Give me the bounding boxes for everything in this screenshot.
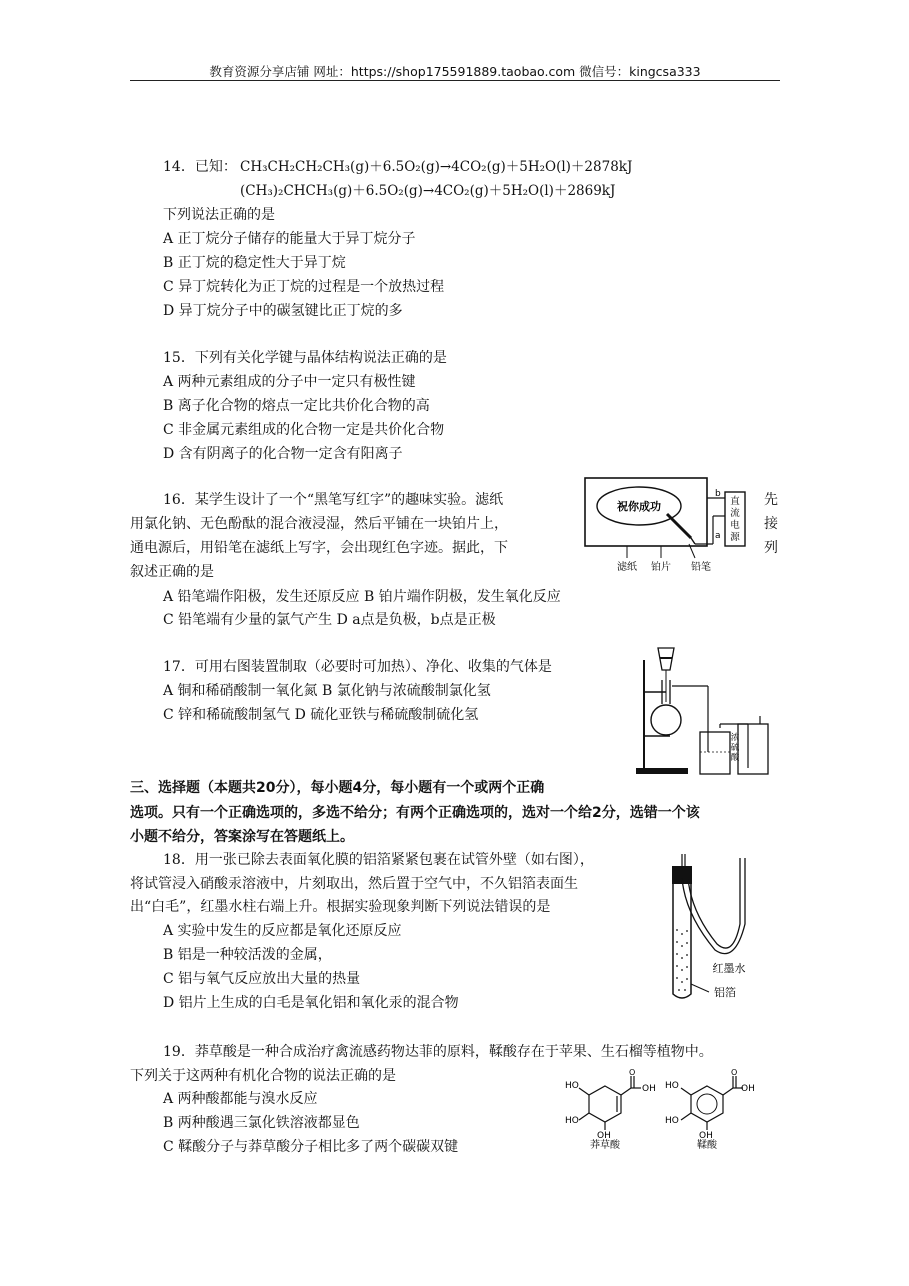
q18-option-d: D 铝片上生成的白毛是氧化铝和氧化汞的混合物: [163, 995, 459, 1011]
shikimic-ho-2: HO: [565, 1116, 579, 1126]
q16-label-b: b: [715, 489, 721, 499]
q16-line-4: 叙述正确的是: [130, 564, 214, 580]
shikimic-oh-2: OH: [597, 1131, 611, 1141]
q16-options-row-1: A 铅笔端作阳极，发生还原反应 B 铂片端作阴极，发生氧化反应: [163, 589, 561, 605]
q17-options-row-1: A 铜和稀硝酸制一氧化氮 B 氯化钠与浓硫酸制氯化氢: [163, 683, 491, 699]
q16-label-pt: 铂片: [651, 562, 671, 573]
q18-line-2: 将试管浸入硝酸汞溶液中，片刻取出，然后置于空气中，不久铝箔表面生: [130, 876, 578, 892]
q15-stem: 15．下列有关化学键与晶体结构说法正确的是: [163, 350, 447, 366]
q16-label-filter: 滤纸: [617, 562, 637, 573]
q14-equation-2: (CH₃)₂CHCH₃(g)＋6.5O₂(g)→4CO₂(g)＋5H₂O(l)＋2869kJ: [240, 183, 616, 199]
q14-option-c: C 异丁烷转化为正丁烷的过程是一个放热过程: [163, 279, 445, 295]
q19-label-tannic: 鞣酸: [697, 1140, 717, 1150]
q17-stem: 17．可用右图装置制取（必要时可加热）、净化、收集的气体是: [163, 659, 552, 675]
q16-electrolysis-figure: [583, 476, 753, 576]
shikimic-oh: OH: [642, 1084, 656, 1094]
q15-option-b: B 离子化合物的熔点一定比共价化合物的高: [163, 398, 430, 414]
shikimic-o: O: [629, 1068, 636, 1077]
q17-options-row-2: C 锌和稀硫酸制氢气 D 硫化亚铁与稀硫酸制硫化氢: [163, 707, 479, 723]
q18-label-ink: 红墨水: [712, 962, 746, 975]
q14-eq1-prefix: 14．已知：: [163, 159, 237, 175]
tannic-ho-2: HO: [665, 1116, 679, 1126]
q19-label-shikimic: 莽草酸: [590, 1140, 620, 1150]
q15-option-d: D 含有阴离子的化合物一定含有阳离子: [163, 446, 403, 462]
section-3-line-1: 三、选择题（本题共20分），每小题4分，每小题有一个或两个正确: [130, 780, 545, 796]
q16-label-pencil: 铅笔: [691, 562, 711, 573]
page-header: 教育资源分享店铺 网址：https://shop175591889.taobao.com 微信号：kingcsa333: [209, 64, 701, 79]
q15-option-c: C 非金属元素组成的化合物一定是共价化合物: [163, 422, 445, 438]
shikimic-ho-1: HO: [565, 1081, 579, 1091]
section-3-line-2: 选项。只有一个正确选项的，多选不给分；有两个正确选项的，选对一个给2分，选错一个该: [130, 805, 700, 821]
q14-option-a: A 正丁烷分子储存的能量大于异丁烷分子: [163, 231, 416, 247]
q18-option-a: A 实验中发生的反应都是氧化还原反应: [163, 923, 402, 939]
q16-line-2: 用氯化钠、无色酚酞的混合液浸湿，然后平铺在一块铂片上，: [130, 516, 508, 532]
q19-option-b: B 两种酸遇三氯化铁溶液都显色: [163, 1115, 360, 1131]
q14-option-b: B 正丁烷的稳定性大于异丁烷: [163, 255, 346, 271]
q16-options-row-2: C 铅笔端有少量的氯气产生 D a点是负极，b点是正极: [163, 612, 496, 628]
tannic-oh-2: OH: [699, 1131, 713, 1141]
q18-option-b: B 铝是一种较活泼的金属，: [163, 947, 332, 963]
q15-option-a: A 两种元素组成的分子中一定只有极性键: [163, 374, 416, 390]
q18-option-c: C 铝与氧气反应放出大量的热量: [163, 971, 361, 987]
q19-line-2: 下列关于这两种有机化合物的说法正确的是: [130, 1068, 396, 1084]
q18-line-1: 18．用一张已除去表面氧化膜的铝箔紧紧包裹在试管外壁（如右图），: [163, 852, 594, 868]
q14-stem: 下列说法正确的是: [163, 207, 275, 223]
q16-line-1-tail: 先: [764, 492, 778, 508]
q16-oval-text: 祝你成功: [617, 500, 661, 513]
q19-line-1: 19．莽草酸是一种合成治疗禽流感药物达菲的原料，鞣酸存在于苹果、生石榴等植物中。: [163, 1044, 713, 1060]
q16-line-3: 通电源后，用铅笔在滤纸上写字，会出现红色字迹。据此，下: [130, 540, 508, 556]
q19-option-c: C 鞣酸分子与莽草酸分子相比多了两个碳碳双键: [163, 1139, 459, 1155]
tannic-acid-structure: [665, 1068, 755, 1150]
tannic-ho-1: HO: [665, 1081, 679, 1091]
q14-equation-1: CH₃CH₂CH₂CH₃(g)＋6.5O₂(g)→4CO₂(g)＋5H₂O(l)＋2878kJ: [240, 159, 633, 175]
q17-apparatus-figure: [636, 640, 772, 778]
q18-aluminum-foil-figure: [655, 854, 785, 1004]
tannic-o: O: [731, 1068, 738, 1077]
q18-line-3: 出“白毛”，红墨水柱右端上升。根据实验现象判断下列说法错误的是: [130, 899, 551, 915]
q17-acid-label: 浓硫酸: [730, 733, 740, 763]
q19-option-a: A 两种酸都能与溴水反应: [163, 1091, 318, 1107]
q16-line-3-tail: 列: [764, 540, 778, 556]
section-3-line-3: 小题不给分，答案涂写在答题纸上。: [130, 829, 354, 845]
q16-power-label: 直流电源: [730, 496, 740, 543]
q14-option-d: D 异丁烷分子中的碳氢键比正丁烷的多: [163, 303, 403, 319]
header-rule: [130, 80, 780, 81]
q19-structures-figure: [565, 1068, 755, 1150]
q16-line-1: 16．某学生设计了一个“黑笔写红字”的趣味实验。滤纸: [163, 492, 504, 508]
q16-line-2-tail: 接: [764, 516, 778, 532]
q18-label-foil: 铝箔: [714, 986, 736, 999]
shikimic-acid-structure: [565, 1068, 656, 1150]
tannic-oh: OH: [741, 1084, 755, 1094]
q16-label-a: a: [715, 531, 721, 541]
